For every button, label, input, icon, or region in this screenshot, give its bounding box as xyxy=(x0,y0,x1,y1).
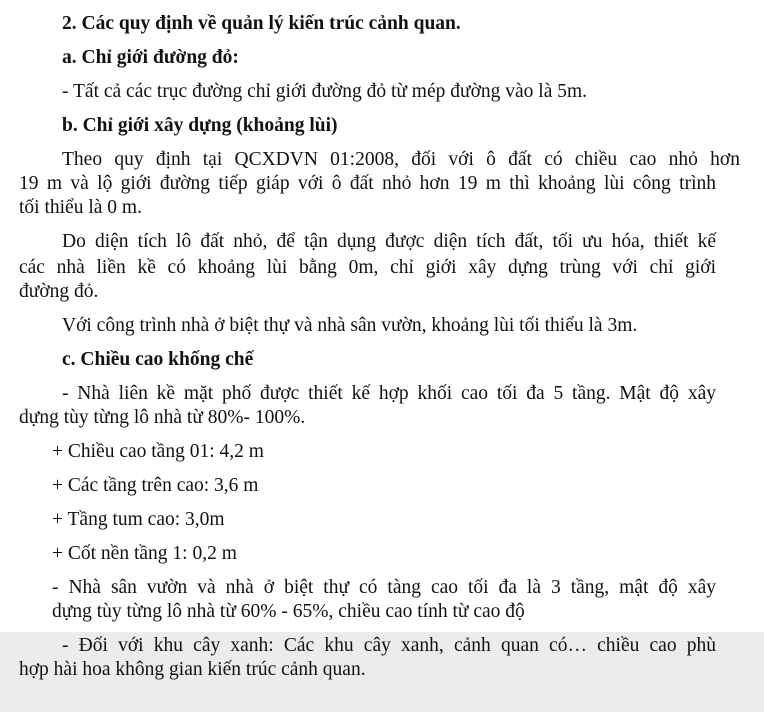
floor-item: + Tầng tum cao: 3,0m xyxy=(52,509,225,530)
red-line-heading: a. Chỉ giới đường đỏ: xyxy=(62,47,239,68)
setback-paragraph-1-line-2: 19 m và lộ giới đường tiếp giáp với ô đất nhỏ hơn 19 m thì khoảng lùi công trình xyxy=(19,173,716,194)
setback-paragraph-1-line-1 xyxy=(19,148,740,172)
setback-paragraph-1-line-1-text: Theo quy định tại QCXDVN 01:2008, đối với ô đất có chiều cao nhỏ hơn xyxy=(62,149,740,170)
townhouse-line-1: - Nhà liên kề mặt phố được thiết kế hợp khối cao tối đa 5 tầng. Mật độ xây xyxy=(62,383,716,404)
villa-line-1: - Nhà sân vườn và nhà ở biệt thự có tàng cao tối đa là 3 tầng, mật độ xây xyxy=(52,577,716,598)
setback-paragraph-2-line-3: đường đỏ. xyxy=(19,281,99,302)
floor-item: + Cốt nền tầng 1: 0,2 m xyxy=(52,543,237,564)
townhouse-line-2: dựng tùy từng lô nhà từ 80%- 100%. xyxy=(19,407,306,428)
red-line-text: - Tất cả các trục đường chỉ giới đường đỏ từ mép đường vào là 5m. xyxy=(62,81,588,102)
villa-line-2: dựng tùy từng lô nhà từ 60% - 65%, chiều cao tính từ cao độ xyxy=(52,601,525,622)
setback-paragraph-2-line-1: Do diện tích lô đất nhỏ, để tận dụng được diện tích đất, tối ưu hóa, thiết kế xyxy=(62,231,716,252)
green-area-line-1: - Đối với khu cây xanh: Các khu cây xanh, cảnh quan có… chiều cao phù xyxy=(62,635,716,656)
setback-paragraph-2-line-2: các nhà liền kề có khoảng lùi bằng 0m, chỉ giới xây dựng trùng với chỉ giới xyxy=(19,257,716,278)
section-heading: 2. Các quy định về quản lý kiến trúc cảnh quan. xyxy=(62,13,461,34)
green-area-line-2: hợp hài hoa không gian kiến trúc cảnh quan. xyxy=(19,659,366,680)
floor-item: + Các tầng trên cao: 3,6 m xyxy=(52,475,259,496)
floor-item: + Chiều cao tầng 01: 4,2 m xyxy=(52,441,264,462)
setback-paragraph-1-line-3: tối thiểu là 0 m. xyxy=(19,197,142,218)
setback-heading: b. Chỉ giới xây dựng (khoảng lùi) xyxy=(62,115,338,136)
height-control-heading: c. Chiều cao khống chế xyxy=(62,349,254,370)
setback-paragraph-3: Với công trình nhà ở biệt thự và nhà sân vườn, khoảng lùi tối thiểu là 3m. xyxy=(62,315,638,336)
